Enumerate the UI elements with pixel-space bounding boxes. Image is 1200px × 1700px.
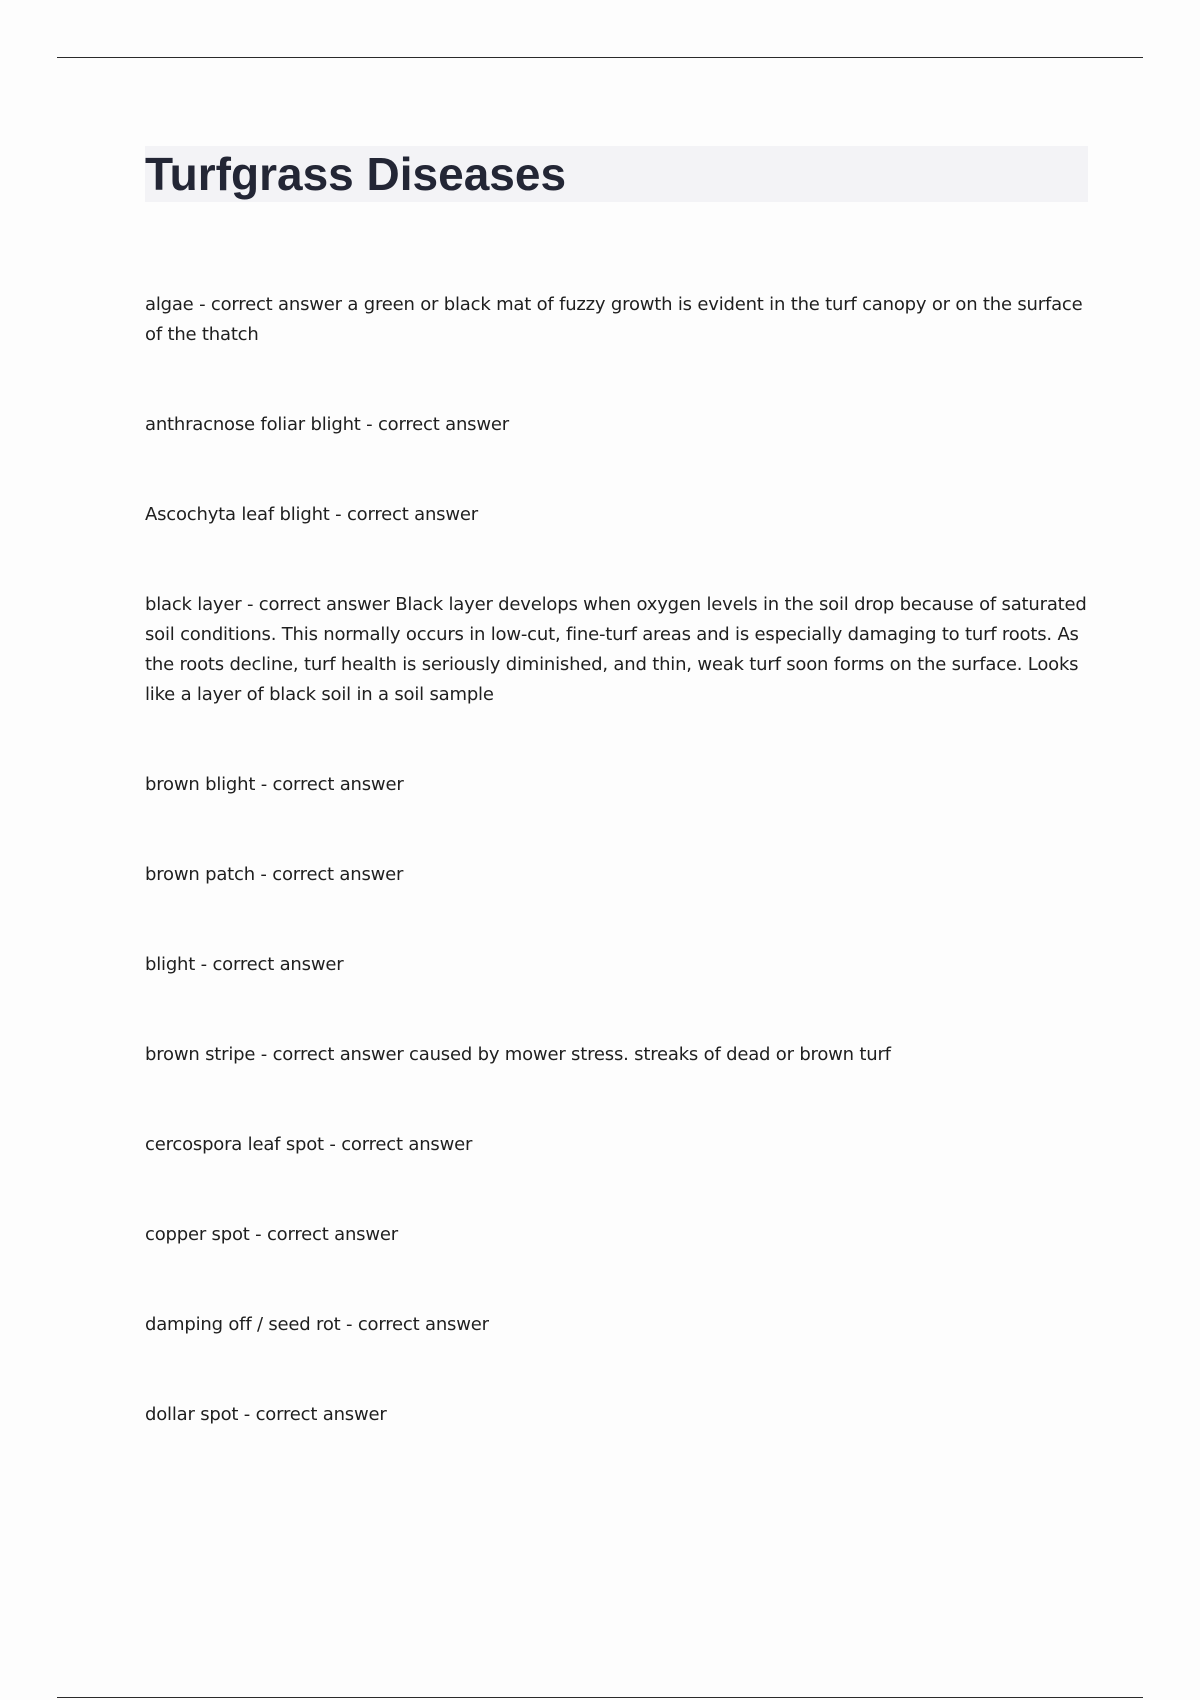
flashcard-entry-algae: algae - correct answer a green or black mat of fuzzy growth is evident in the turf canopy or on the surface of the thatch	[145, 294, 1083, 345]
flashcard-entry-damping-off-seed-rot: damping off / seed rot - correct answer	[145, 1314, 489, 1335]
footer-rule	[57, 1697, 1143, 1698]
flashcard-entry-ascochyta-leaf-blight: Ascochyta leaf blight - correct answer	[145, 504, 478, 525]
page-title: Turfgrass Diseases	[145, 148, 567, 200]
flashcard-entry-brown-blight: brown blight - correct answer	[145, 774, 404, 795]
flashcard-entry-cercospora-leaf-spot: cercospora leaf spot - correct answer	[145, 1134, 473, 1155]
flashcard-entry-anthracnose-foliar-blight: anthracnose foliar blight - correct answer	[145, 414, 509, 435]
flashcard-entry-blight: blight - correct answer	[145, 954, 344, 975]
flashcard-entry-copper-spot: copper spot - correct answer	[145, 1224, 398, 1245]
header-rule	[57, 57, 1143, 58]
flashcard-entry-brown-stripe: brown stripe - correct answer caused by mower stress. streaks of dead or brown turf	[145, 1044, 891, 1065]
flashcard-entry-dollar-spot: dollar spot - correct answer	[145, 1404, 387, 1425]
flashcard-entry-black-layer: black layer - correct answer Black layer develops when oxygen levels in the soil drop because of saturated soil conditions. This normally occurs in low-cut, fine-turf areas and is especially damaging to turf roots. As the roots decline, turf health is seriously diminished, and thin, weak turf soon forms on the surface. Looks like a layer of black soil in a soil sample	[145, 594, 1087, 705]
flashcard-entry-brown-patch: brown patch - correct answer	[145, 864, 404, 885]
flashcard-list	[145, 290, 1090, 1490]
